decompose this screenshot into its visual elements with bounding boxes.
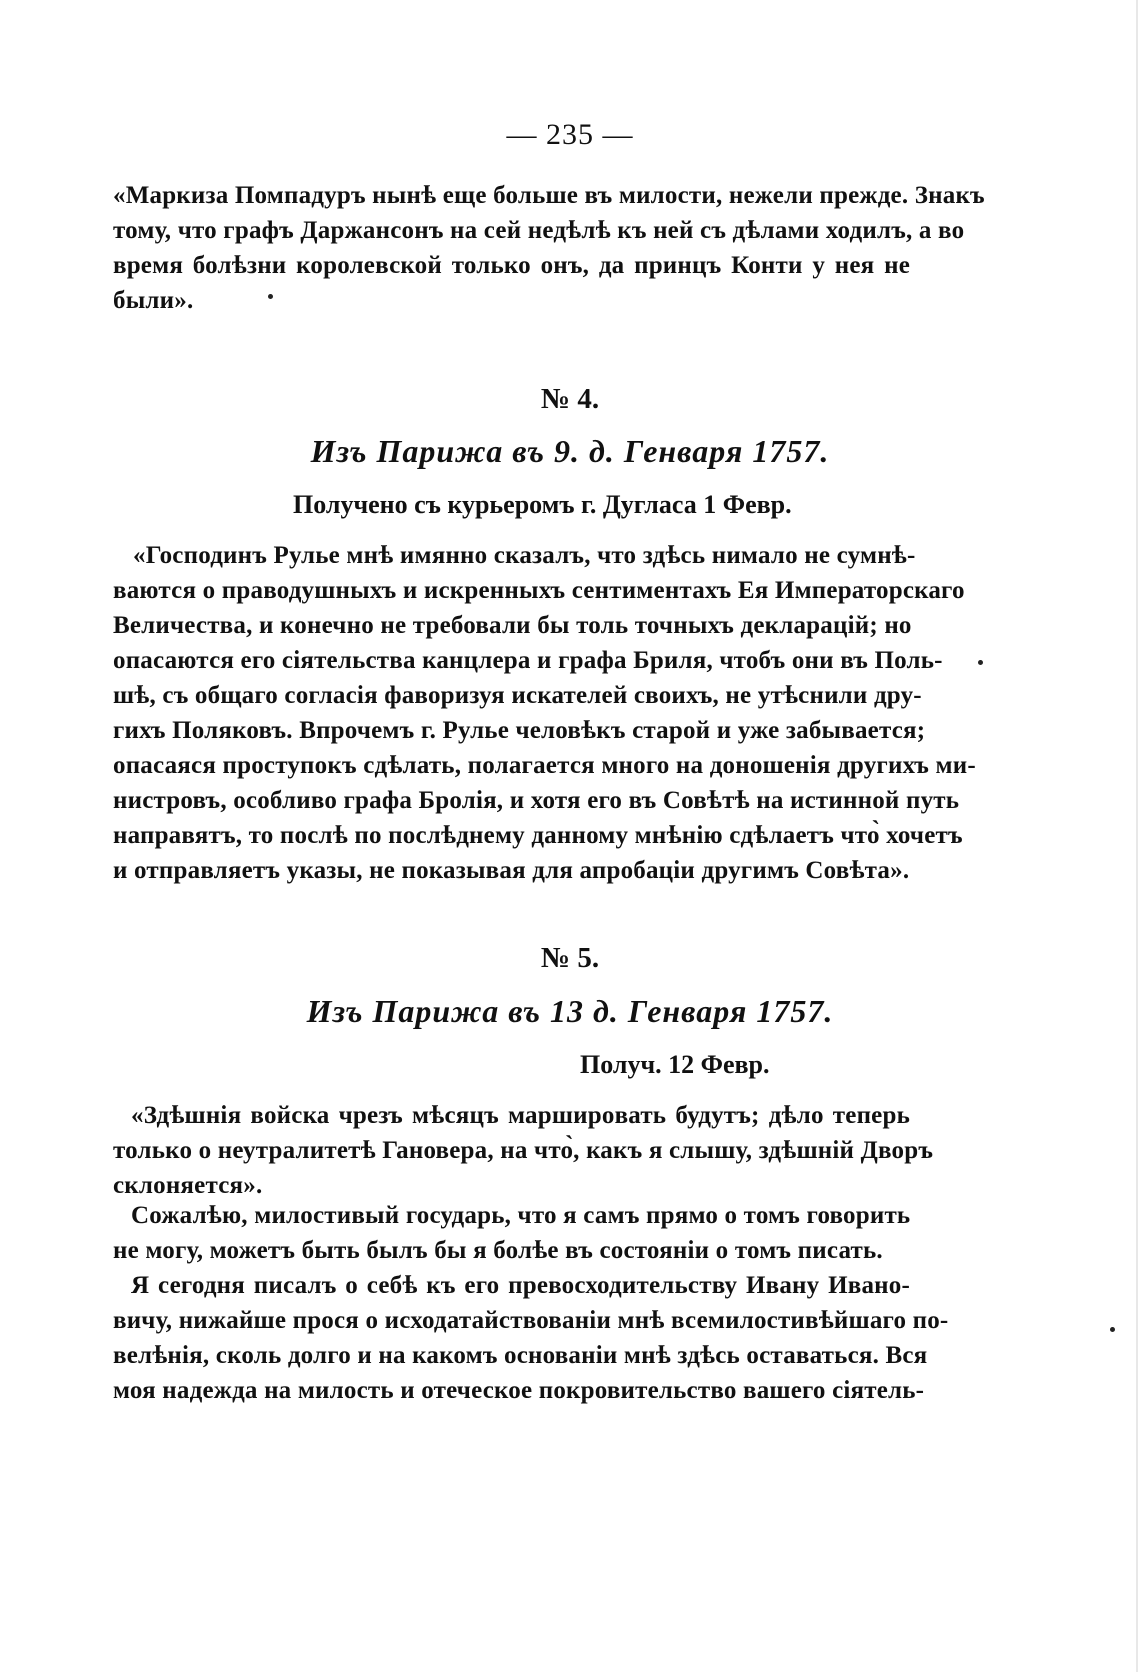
text-line: ваются о праводушныхъ и искренныхъ сентиментахъ Ея Императорскаго xyxy=(113,577,965,604)
text-line: опасаются его сіятельства канцлера и графа Бриля, чтобъ они въ Поль- xyxy=(113,647,943,674)
page-edge-line xyxy=(1136,0,1138,1672)
text-line: нистровъ, особливо графа Бролія, и хотя его въ Совѣтѣ на истинной путь xyxy=(113,787,960,814)
text-line: направятъ, то послѣ по послѣднему данному мнѣнію сдѣлаетъ что̀ хочетъ xyxy=(113,822,963,849)
print-speck xyxy=(1110,1327,1115,1332)
section-5-paragraph-3 xyxy=(113,1268,949,1408)
text-line: «Господинъ Рулье мнѣ имянно сказалъ, что здѣсь нимало не сумнѣ- xyxy=(133,542,916,569)
text-line: только о неутралитетѣ Гановера, на что̀, какъ я слышу, здѣшній Дворъ xyxy=(113,1137,934,1164)
text-line: вичу, нижайше прося о исходатайствованіи мнѣ всемилостивѣйшаго по- xyxy=(113,1307,949,1334)
print-speck xyxy=(978,660,983,665)
text-line: и отправляетъ указы, не показывая для апробаціи другимъ Совѣта». xyxy=(113,857,910,884)
section-4-place-date: Изъ Парижа въ 9. д. Генваря 1757. xyxy=(310,433,830,469)
text-line: «Здѣшнія войска чрезъ мѣсяцъ марширoвать будутъ; дѣло теперь xyxy=(131,1102,910,1129)
text-line: моя надежда на милость и отеческое покровительство вашего сіятель- xyxy=(113,1377,925,1404)
text-line: склоняется». xyxy=(113,1172,263,1199)
text-line: были». xyxy=(113,287,194,314)
section-5-paragraph-2 xyxy=(113,1198,910,1268)
text-line: шѣ, съ общаго согласія фаворизуя искателей своихъ, не утѣснили дру- xyxy=(113,682,922,709)
section-5-paragraph-1 xyxy=(113,1098,934,1203)
text-line: велѣнія, сколь долго и на какомъ основаніи мнѣ здѣсь оставаться. Вся xyxy=(113,1342,928,1369)
section-4-body xyxy=(113,538,976,888)
text-line: «Маркиза Помпадуръ нынѣ еще больше въ милости, нежели прежде. Знакъ xyxy=(113,182,985,209)
text-line: опасаяся проступокъ сдѣлать, полагается много на доношенія другихъ ми- xyxy=(113,752,976,779)
text-line: гихъ Поляковъ. Впрочемъ г. Рулье человѣкъ старой и уже забывается; xyxy=(113,717,926,744)
section-4-number: № 4. xyxy=(540,383,600,415)
text-line: Я сегодня писалъ о себѣ къ его превосходительству Ивану Ивано- xyxy=(131,1272,910,1299)
section-5-place-date: Изъ Парижа въ 13 д. Генваря 1757. xyxy=(306,993,834,1029)
section-4-received-note: Получено съ курьеромъ г. Дугласа 1 Февр. xyxy=(293,490,792,519)
text-line: Сожалѣю, милостивый государь, что я самъ прямо о томъ говорить xyxy=(131,1202,911,1229)
page-number: — 235 — xyxy=(506,118,634,151)
text-line: время болѣзни королевской только онъ, да принцъ Конти у нея не xyxy=(113,252,910,279)
section-5-received-note: Получ. 12 Февр. xyxy=(580,1050,770,1079)
text-line: не могу, можетъ быть былъ бы я болѣе въ состояніи о томъ писать. xyxy=(113,1237,883,1264)
text-line: тому, что графъ Даржансонъ на сей недѣлѣ къ ней съ дѣлами ходилъ, а во xyxy=(113,217,965,244)
text-line: Величества, и конечно не требовали бы толь точныхъ декларацій; но xyxy=(113,612,912,639)
section-5-number: № 5. xyxy=(540,942,600,974)
intro-paragraph xyxy=(113,178,985,318)
